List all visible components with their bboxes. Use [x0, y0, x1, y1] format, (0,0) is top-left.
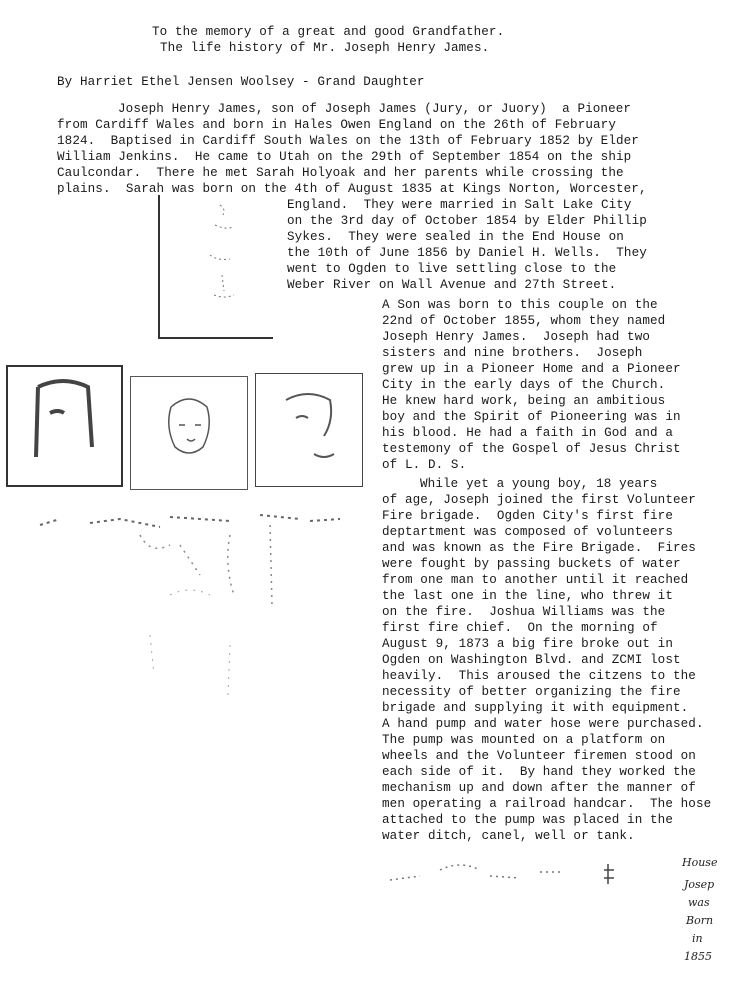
body-line-44: men operating a railroad handcar. The hose — [382, 797, 712, 811]
body-line-8: on the 3rd day of October 1854 by Elder Phillip — [287, 214, 647, 228]
body-line-7: England. They were married in Salt Lake City — [287, 198, 632, 212]
body-line-18: City in the early days of the Church. — [382, 378, 666, 392]
body-line-39: A hand pump and water hose were purchased. — [382, 717, 704, 731]
body-line-42: each side of it. By hand they worked the — [382, 765, 696, 779]
body-line-23: of L. D. S. — [382, 458, 467, 472]
body-line-20: boy and the Spirit of Pioneering was in — [382, 410, 681, 424]
portrait-photo-4 — [255, 373, 363, 487]
faded-photo-fire-brigade — [30, 505, 360, 975]
author-line: By Harriet Ethel Jensen Woolsey - Grand Daughter — [57, 75, 425, 89]
body-line-5: Caulcondar. There he met Sarah Holyoak and her parents while crossing the — [57, 166, 624, 180]
body-line-2: from Cardiff Wales and born in Hales Owen England on the 26th of February — [57, 118, 616, 132]
body-line-32: on the fire. Joshua Williams was the — [382, 605, 666, 619]
portrait-sketch-2 — [8, 367, 121, 485]
body-line-16: sisters and nine brothers. Joseph — [382, 346, 643, 360]
body-line-28: and was known as the Fire Brigade. Fires — [382, 541, 696, 555]
body-line-46: water ditch, canel, well or tank. — [382, 829, 635, 843]
body-line-25: of age, Joseph joined the first Volunteer — [382, 493, 696, 507]
portrait-photo-1 — [158, 195, 273, 339]
body-line-17: grew up in a Pioneer Home and a Pioneer — [382, 362, 681, 376]
title-line-2: The life history of Mr. Joseph Henry James. — [160, 41, 490, 55]
body-line-38: brigade and supplying it with equipment. — [382, 701, 689, 715]
body-line-41: wheels and the Volunteer firemen stood on — [382, 749, 696, 763]
body-line-45: attached to the pump was placed in the — [382, 813, 673, 827]
body-line-24: While yet a young boy, 18 years — [420, 477, 658, 491]
body-line-40: The pump was mounted on a platform on — [382, 733, 666, 747]
body-line-3: 1824. Baptised in Cardiff South Wales on the 13th of February 1852 by Elder — [57, 134, 639, 148]
faded-photo-bottom — [380, 850, 670, 970]
body-line-31: the last one in the line, who threw it — [382, 589, 673, 603]
body-line-33: first fire chief. On the morning of — [382, 621, 658, 635]
portrait-photo-2 — [6, 365, 123, 487]
body-line-36: heavily. This aroused the citzens to the — [382, 669, 696, 683]
body-line-10: the 10th of June 1856 by Daniel H. Wells. They — [287, 246, 647, 260]
body-line-43: mechanism up and down after the manner of — [382, 781, 696, 795]
handwritten-note-1: House — [682, 856, 718, 869]
body-line-30: from one man to another until it reached — [382, 573, 689, 587]
body-line-21: his blood. He had a faith in God and a — [382, 426, 673, 440]
title-line-1: To the memory of a great and good Grandfather. — [152, 25, 505, 39]
portrait-sketch-3 — [131, 377, 247, 489]
portrait-sketch-4 — [256, 374, 362, 486]
handwritten-note-4: Born — [686, 914, 714, 927]
body-line-1: Joseph Henry James, son of Joseph James (Jury, or Juory) a Pioneer — [118, 102, 632, 116]
body-line-26: Fire brigade. Ogden City's first fire — [382, 509, 673, 523]
body-line-12: Weber River on Wall Avenue and 27th Street. — [287, 278, 617, 292]
body-line-6: plains. Sarah was born on the 4th of August 1835 at Kings Norton, Worcester, — [57, 182, 647, 196]
body-line-22: testemony of the Gospel of Jesus Christ — [382, 442, 681, 456]
handwritten-note-5: in — [692, 932, 703, 945]
body-line-11: went to Ogden to live settling close to the — [287, 262, 617, 276]
body-line-27: deptartment was composed of volunteers — [382, 525, 673, 539]
body-line-9: Sykes. They were sealed in the End House on — [287, 230, 624, 244]
portrait-photo-3 — [130, 376, 248, 490]
body-line-29: were fought by passing buckets of water — [382, 557, 681, 571]
handwritten-note-2: Josep — [684, 878, 715, 891]
body-line-35: Ogden on Washington Blvd. and ZCMI lost — [382, 653, 681, 667]
body-line-14: 22nd of October 1855, whom they named — [382, 314, 666, 328]
body-line-37: necessity of better organizing the fire — [382, 685, 681, 699]
body-line-15: Joseph Henry James. Joseph had two — [382, 330, 651, 344]
body-line-13: A Son was born to this couple on the — [382, 298, 658, 312]
body-line-4: William Jenkins. He came to Utah on the 29th of September 1854 on the ship — [57, 150, 632, 164]
portrait-sketch-1 — [160, 195, 273, 337]
body-line-19: He knew hard work, being an ambitious — [382, 394, 666, 408]
body-line-34: August 9, 1873 a big fire broke out in — [382, 637, 673, 651]
handwritten-note-3: was — [688, 896, 710, 909]
handwritten-note-6: 1855 — [684, 950, 712, 963]
